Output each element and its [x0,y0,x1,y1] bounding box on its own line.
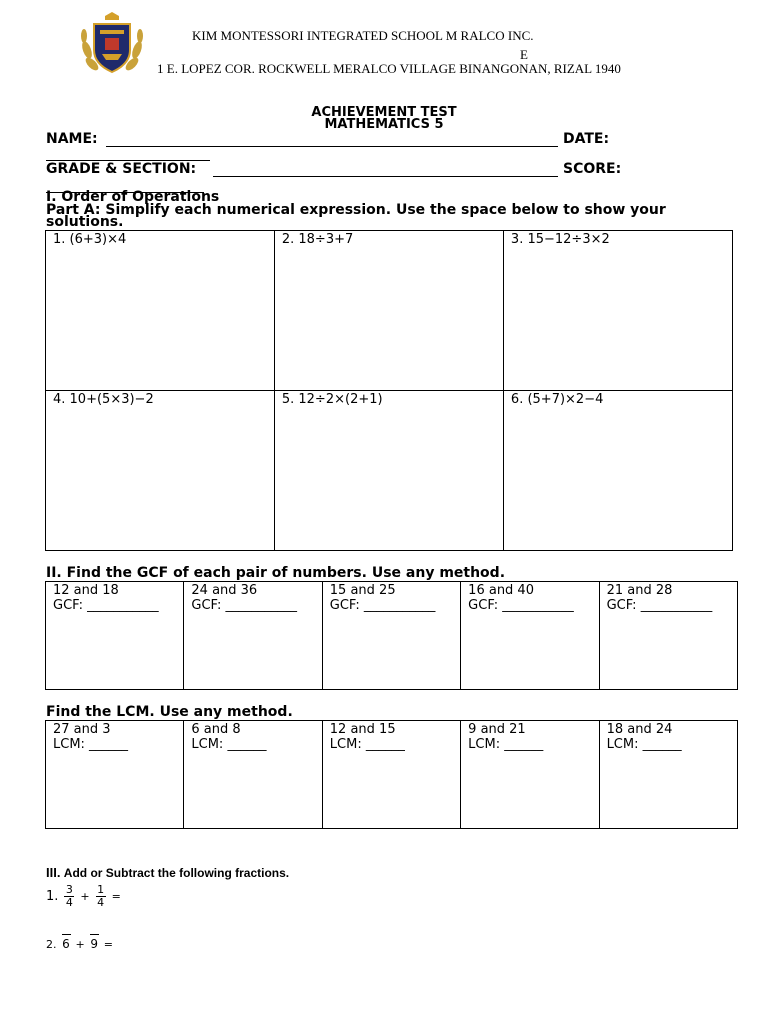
fraction [90,934,99,951]
test-title: ACHIEVEMENT TEST [311,105,457,120]
gcf-pair: 15 and 25 [329,583,396,598]
problem-cell[interactable] [274,391,503,551]
section3-text: Add or Subtract the following fractions. [63,866,290,880]
lcm-heading: Find the LCM. Use any method. [46,704,293,720]
problem-cell[interactable] [46,391,275,551]
numerator: 3 [65,883,73,896]
gcf-pair: 21 and 28 [606,583,673,598]
gcf-answer: GCF: ___________ [329,598,436,613]
fraction [64,884,74,909]
gcf-cell[interactable] [322,582,460,690]
order-of-operations-table [45,230,733,551]
lcm-answer: LCM: ______ [191,737,267,752]
plus-sign: + [80,890,90,903]
fraction [62,934,71,951]
problem-cell[interactable] [274,231,503,391]
section3-heading [46,865,289,880]
name-label: NAME: [46,131,98,147]
lcm-cell[interactable] [46,721,184,829]
gcf-pair: 16 and 40 [468,583,534,598]
lcm-answer: LCM: ______ [606,737,682,752]
school-address: 1 E. LOPEZ COR. ROCKWELL MERALCO VILLAGE BINANGONAN, RIZAL 1940 [157,61,621,76]
lcm-cell[interactable] [322,721,460,829]
problem-text: 1. (6+3)×4 [53,232,127,247]
problem-text: 3. 15−12÷3×2 [510,232,610,247]
grade-section-line[interactable] [213,176,558,177]
gcf-answer: GCF: ___________ [53,598,159,613]
name-line[interactable] [106,146,558,147]
gcf-answer: GCF: ___________ [191,598,298,613]
fraction-question-2 [46,934,113,951]
lcm-cell[interactable] [599,721,737,829]
gcf-pair: 24 and 36 [191,583,258,598]
lcm-answer: LCM: ______ [468,737,544,752]
gcf-cell[interactable] [46,582,184,690]
gcf-table [45,581,738,690]
section1-heading: I. Order of Operations [46,189,220,205]
lcm-pair: 27 and 3 [53,722,111,737]
numerator: 1 [97,883,105,896]
problem-text: 5. 12÷2×(2+1) [281,392,383,407]
gcf-pair: 12 and 18 [53,583,119,598]
gcf-answer: GCF: ___________ [606,598,713,613]
school-name: KIM MONTESSORI INTEGRATED SCHOOL M RALCO INC. [192,28,534,43]
problem-cell[interactable] [46,231,275,391]
equals-sign: = [103,938,113,951]
date-label: DATE: [563,131,610,147]
fraction-bar [90,934,99,935]
grade-section-label: GRADE & SECTION: [46,161,197,177]
fraction-bar [62,934,71,935]
lcm-cell[interactable] [461,721,599,829]
section1-instruction: Part A: Simplify each numerical expression. Use the space below to show your [46,202,666,218]
lcm-answer: LCM: ______ [53,737,129,752]
question-number: 2. [46,938,57,951]
problem-text: 2. 18÷3+7 [281,232,354,247]
gcf-cell[interactable] [184,582,322,690]
lcm-pair: 9 and 21 [468,722,526,737]
section1-instruction-cont: solutions. [46,214,124,230]
lcm-cell[interactable] [184,721,322,829]
gcf-answer: GCF: ___________ [468,598,574,613]
lcm-table [45,720,738,829]
problem-cell[interactable] [503,231,732,391]
score-label: SCORE: [563,161,622,177]
fraction-question-1 [46,884,121,909]
section3-number: III. [46,865,61,880]
problem-cell[interactable] [503,391,732,551]
school-logo [78,12,146,76]
problem-text: 4. 10+(5×3)−2 [53,392,154,407]
plus-sign: + [75,938,85,951]
test-subject: MATHEMATICS 5 [324,117,444,132]
denominator: 4 [65,896,73,909]
denominator: 6 [62,937,70,951]
section1-heading-underline [46,192,204,193]
lcm-answer: LCM: ______ [329,737,405,752]
lcm-pair: 12 and 15 [329,722,396,737]
lcm-pair: 6 and 8 [191,722,241,737]
section2-heading: II. Find the GCF of each pair of numbers. Use any method. [46,565,506,581]
denominator: 9 [90,937,99,951]
denominator: 4 [97,896,105,909]
lcm-pair: 18 and 24 [606,722,673,737]
problem-text: 6. (5+7)×2−4 [510,392,604,407]
gcf-cell[interactable] [461,582,599,690]
fraction [96,884,106,909]
school-name-letter: E [520,47,528,62]
gcf-cell[interactable] [599,582,737,690]
question-number: 1. [46,889,59,904]
equals-sign: = [111,890,121,903]
